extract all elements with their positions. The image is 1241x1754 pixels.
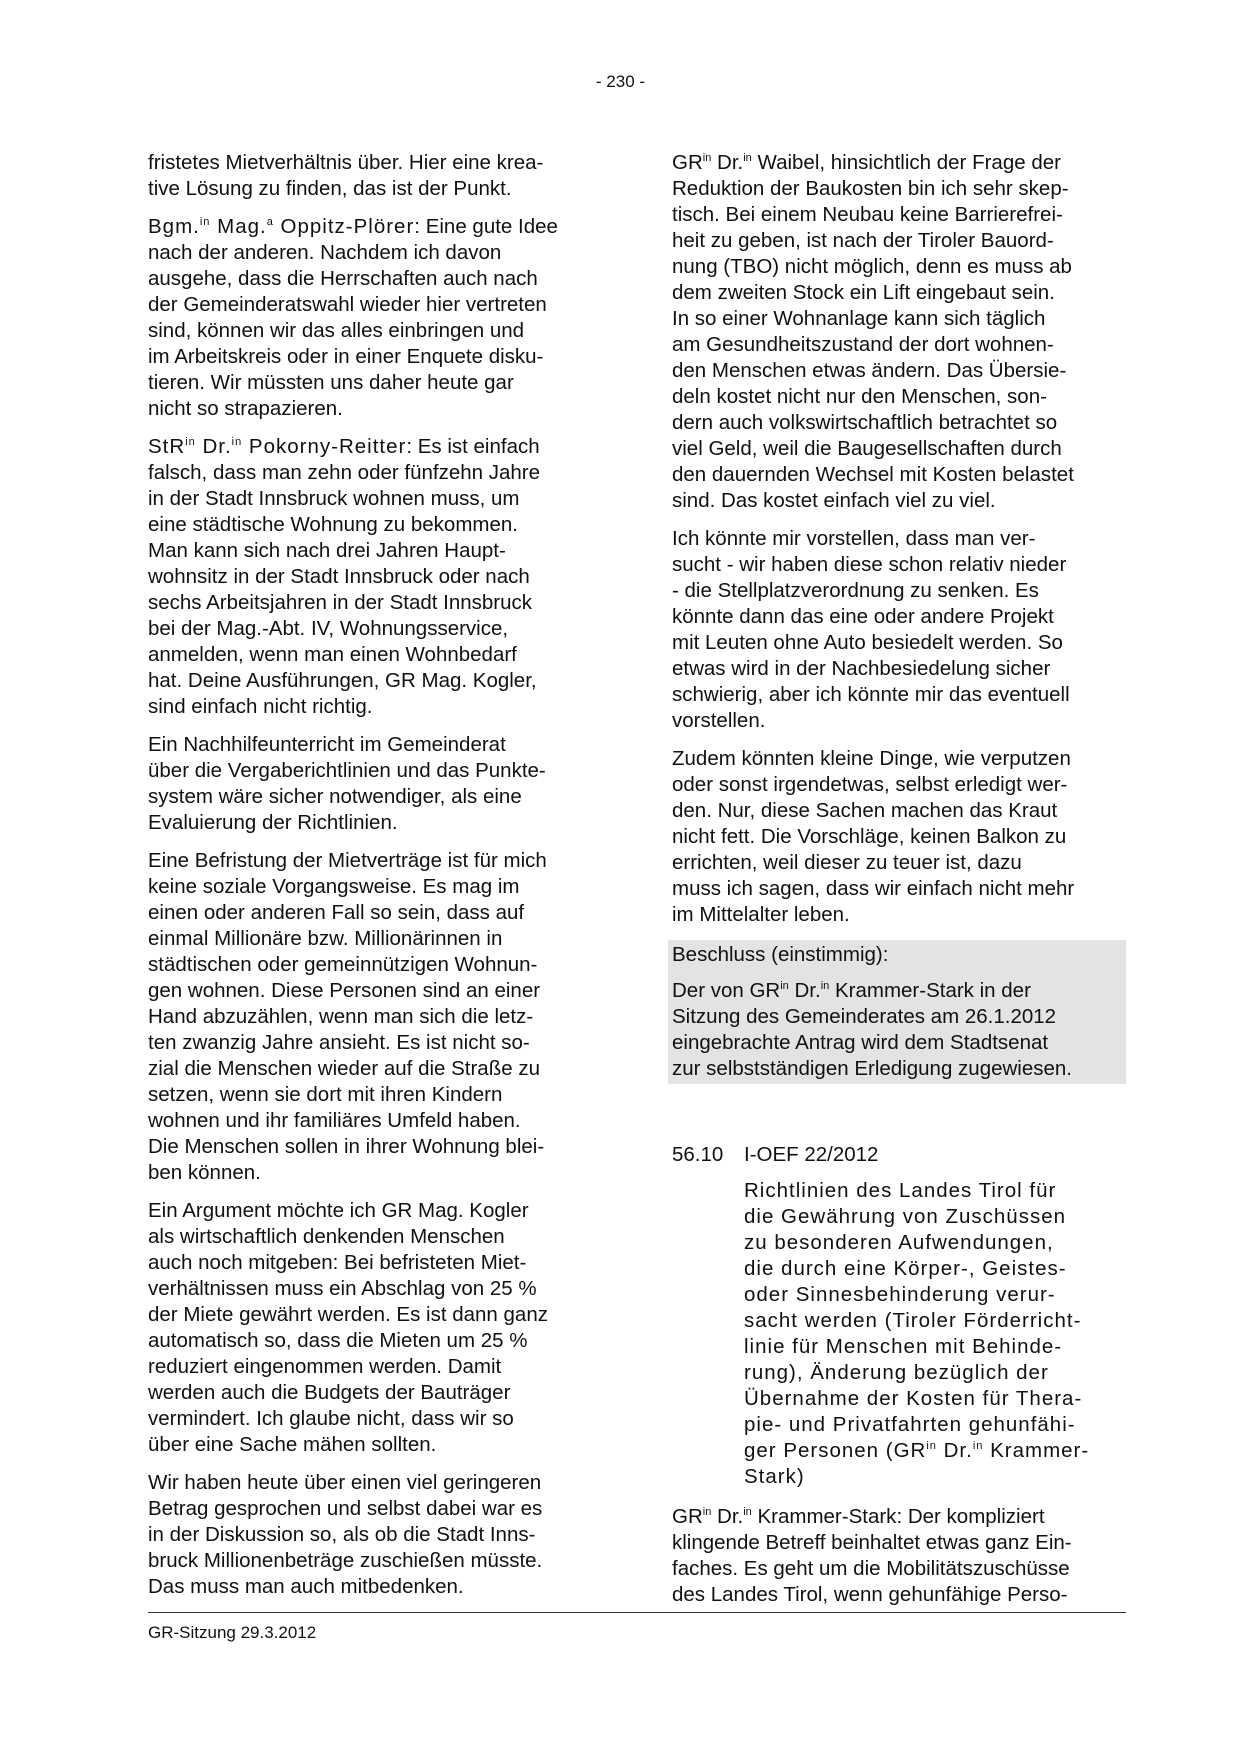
text-line: zu besonderen Aufwendungen,	[744, 1231, 1054, 1254]
text-line: - die Stellplatzverordnung zu senken. Es	[672, 579, 1039, 602]
speaker-name: Bgm.$^{in}$ Mag.$^a$ Oppitz-Plörer	[148, 215, 415, 238]
text-line: tive Lösung zu finden, das ist der Punkt.	[148, 177, 512, 200]
text-line: der Miete gewährt werden. Es ist dann ganz	[148, 1303, 548, 1326]
speaker-paragraph	[148, 434, 602, 720]
text-line: nung (TBO) nicht möglich, denn es muss ab	[672, 255, 1072, 278]
text-line: In so einer Wohnanlage kann sich täglich	[672, 307, 1046, 330]
text-line: nach der anderen. Nachdem ich davon	[148, 241, 502, 264]
text-line: sechs Arbeitsjahren in der Stadt Innsbruck	[148, 591, 533, 614]
text-line: $GR^{in}$ Dr.$^{in}$ Waibel, hinsichtlich der Frage der	[672, 151, 1061, 174]
text-line: im Arbeitskreis oder in einer Enquete disku-	[148, 345, 544, 368]
paragraph	[672, 526, 1126, 734]
text-line: in der Diskussion so, als ob die Stadt Inns-	[148, 1523, 536, 1546]
text-line: eine städtische Wohnung zu bekommen.	[148, 513, 518, 536]
speaker-paragraph	[148, 214, 602, 422]
text-line: Eine Befristung der Mietverträge ist für mich	[148, 849, 547, 872]
text-line: falsch, dass man zehn oder fünfzehn Jahre	[148, 461, 541, 484]
text-line: am Gesundheitszustand der dort wohnen-	[672, 333, 1054, 356]
text-line: keine soziale Vorgangsweise. Es mag im	[148, 875, 520, 898]
text-line: einen oder anderen Fall so sein, dass auf	[148, 901, 525, 924]
text-line: wohnsitz in der Stadt Innsbruck oder nach	[148, 565, 530, 588]
text-line: Das muss man auch mitbedenken.	[148, 1575, 464, 1598]
paragraph	[148, 1470, 602, 1600]
agenda-heading	[672, 1142, 1126, 1168]
text-line: vermindert. Ich glaube nicht, dass wir so	[148, 1407, 514, 1430]
text-line: Sitzung des Gemeinderates am 26.1.2012	[672, 1005, 1057, 1028]
speaker-paragraph	[672, 150, 1126, 514]
text-line: Ich könnte mir vorstellen, dass man ver-	[672, 527, 1036, 550]
text-line: zur selbstständigen Erledigung zugewiesen.	[672, 1057, 1073, 1080]
resolution-text	[672, 978, 1122, 1082]
paragraph	[148, 848, 602, 1186]
text-line: über die Vergaberichtlinien und das Punkte-	[148, 759, 546, 782]
text-line: im Mittelalter leben.	[672, 903, 850, 926]
agenda-item	[672, 1142, 1126, 1490]
text-line: den dauernden Wechsel mit Kosten belastet	[672, 463, 1074, 486]
text-line: etwas wird in der Nachbesiedelung sicher	[672, 657, 1051, 680]
text-line: sind. Das kostet einfach viel zu viel.	[672, 489, 996, 512]
text-line: klingende Betreff beinhaltet etwas ganz Ein-	[672, 1531, 1072, 1554]
page-number: - 230 -	[595, 72, 646, 91]
text-line: muss ich sagen, dass wir einfach nicht mehr	[672, 877, 1075, 900]
text-line: automatisch so, dass die Mieten um 25 %	[148, 1329, 528, 1352]
text-line: nicht fett. Die Vorschläge, keinen Balkon zu	[672, 825, 1067, 848]
text-line: fristetes Mietverhältnis über. Hier eine krea-	[148, 151, 544, 174]
text-line: pie- und Privatfahrten gehunfähi-	[744, 1413, 1076, 1436]
text-line: mit Leuten ohne Auto besiedelt werden. So	[672, 631, 1063, 654]
agenda-number: 56.10	[672, 1143, 724, 1166]
text-line: die durch eine Körper-, Geistes-	[744, 1257, 1067, 1280]
text-line: dern auch volkswirtschaftlich betrachtet so	[672, 411, 1058, 434]
text-line: werden auch die Budgets der Bauträger	[148, 1381, 511, 1404]
text-line: sind, können wir das alles einbringen und	[148, 319, 525, 342]
text-line: sucht - wir haben diese schon relativ nieder	[672, 553, 1067, 576]
text-line: bei der Mag.-Abt. IV, Wohnungsservice,	[148, 617, 509, 640]
text-line: gen wohnen. Diese Personen sind an einer	[148, 979, 541, 1002]
text-line: Reduktion der Baukosten bin ich sehr skep-	[672, 177, 1069, 200]
text-line: schwierig, aber ich könnte mir das eventuell	[672, 683, 1070, 706]
text-line: Evaluierung der Richtlinien.	[148, 811, 398, 834]
speaker-paragraph	[672, 1504, 1126, 1608]
text-line: über eine Sache mähen sollten.	[148, 1433, 437, 1456]
text-line: Zudem könnten kleine Dinge, wie verputzen	[672, 747, 1071, 770]
text-line: tisch. Bei einem Neubau keine Barrierefrei-	[672, 203, 1063, 226]
text-line: $GR^{in}$ Dr.$^{in}$ Krammer-Stark: Der kompliziert	[672, 1505, 1045, 1528]
text-line: sind einfach nicht richtig.	[148, 695, 373, 718]
text-line: zial die Menschen wieder auf die Straße zu	[148, 1057, 540, 1080]
text-line: vorstellen.	[672, 709, 766, 732]
text-line: städtischen oder gemeinnützigen Wohnun-	[148, 953, 538, 976]
text-line: Ein Argument möchte ich GR Mag. Kogler	[148, 1199, 529, 1222]
text-line: verhältnissen muss ein Abschlag von 25 %	[148, 1277, 537, 1300]
text-line: Die Menschen sollen in ihrer Wohnung blei-	[148, 1135, 545, 1158]
text-line: ben können.	[148, 1161, 261, 1184]
text-line: rung), Änderung bezüglich der	[744, 1361, 1049, 1384]
agenda-reference: I-OEF 22/2012	[744, 1143, 879, 1166]
text-line: deln kostet nicht nur den Menschen, son-	[672, 385, 1047, 408]
text-line: des Landes Tirol, wenn gehunfähige Perso-	[672, 1583, 1068, 1606]
right-column	[672, 150, 1126, 1620]
footer-text: GR-Sitzung 29.3.2012	[148, 1623, 317, 1642]
left-column	[148, 150, 602, 1612]
text-line: viel Geld, weil die Baugesellschaften durch	[672, 437, 1062, 460]
text-line: ausgehe, dass die Herrschaften auch nach	[148, 267, 538, 290]
resolution-box	[668, 940, 1126, 1084]
text-line: Man kann sich nach drei Jahren Haupt-	[148, 539, 506, 562]
text-line: anmelden, wenn man einen Wohnbedarf	[148, 643, 517, 666]
text-line: reduziert eingenommen werden. Damit	[148, 1355, 502, 1378]
text-line: als wirtschaftlich denkenden Menschen	[148, 1225, 505, 1248]
text-line: oder Sinnesbehinderung verur-	[744, 1283, 1056, 1306]
text-line: die Gewährung von Zuschüssen	[744, 1205, 1067, 1228]
text-line: oder sonst irgendetwas, selbst erledigt wer-	[672, 773, 1068, 796]
paragraph	[148, 1198, 602, 1458]
text-line: errichten, weil dieser zu teuer ist, dazu	[672, 851, 1022, 874]
text-line: auch noch mitgeben: Bei befristeten Miet-	[148, 1251, 527, 1274]
agenda-subject	[744, 1178, 1126, 1490]
text-line: den. Nur, diese Sachen machen das Kraut	[672, 799, 1058, 822]
text-line: in der Stadt Innsbruck wohnen muss, um	[148, 487, 520, 510]
text-line: Wir haben heute über einen viel geringeren	[148, 1471, 542, 1494]
text-line: Der von $GR^{in}$ Dr.$^{in}$ Krammer-Stark in der	[672, 979, 1031, 1002]
paragraph	[672, 746, 1126, 928]
text-line: setzen, wenn sie dort mit ihren Kindern	[148, 1083, 503, 1106]
text-line: tieren. Wir müssten uns daher heute gar	[148, 371, 514, 394]
text-line: Betrag gesprochen und selbst dabei war es	[148, 1497, 543, 1520]
paragraph	[148, 150, 602, 202]
text-line: ten zwanzig Jahre ansieht. Es ist nicht so-	[148, 1031, 530, 1054]
text-line: faches. Es geht um die Mobilitätszuschüsse	[672, 1557, 1070, 1580]
text-line: nicht so strapazieren.	[148, 397, 343, 420]
text-line: linie für Menschen mit Behinde-	[744, 1335, 1063, 1358]
text-line: system wäre sicher notwendiger, als eine	[148, 785, 522, 808]
text-line: könnte dann das eine oder andere Projekt	[672, 605, 1054, 628]
text-line: Ein Nachhilfeunterricht im Gemeinderat	[148, 733, 506, 756]
text-line: der Gemeinderatswahl wieder hier vertreten	[148, 293, 547, 316]
text-line: StR$^{in}$ Dr.$^{in}$ Pokorny-Reitter: Es ist einfach	[148, 435, 540, 458]
text-line: Stark)	[744, 1465, 805, 1488]
resolution-title: Beschluss (einstimmig):	[672, 943, 889, 966]
text-line: einmal Millionäre bzw. Millionärinnen in	[148, 927, 503, 950]
footer-divider	[148, 1612, 1126, 1613]
text-line: bruck Millionenbeträge zuschießen müsste.	[148, 1549, 543, 1572]
text-line: eingebrachte Antrag wird dem Stadtsenat	[672, 1031, 1049, 1054]
speaker-name: $GR^{in}$ Dr.$^{in}$ Krammer-Stark	[672, 1505, 897, 1528]
paragraph	[148, 732, 602, 836]
text-line: Bgm.$^{in}$ Mag.$^a$ Oppitz-Plörer: Eine gute Idee	[148, 215, 558, 238]
text-line: wohnen und ihr familiäres Umfeld haben.	[148, 1109, 521, 1132]
text-line: heit zu geben, ist nach der Tiroler Bauord-	[672, 229, 1054, 252]
text-line: hat. Deine Ausführungen, GR Mag. Kogler,	[148, 669, 537, 692]
text-line: Hand abzuzählen, wenn man sich die letz-	[148, 1005, 534, 1028]
text-line: sacht werden (Tiroler Förderricht-	[744, 1309, 1082, 1332]
speaker-name: StR$^{in}$ Dr.$^{in}$ Pokorny-Reitter	[148, 435, 407, 458]
text-line: den Menschen etwas ändern. Das Übersie-	[672, 359, 1067, 382]
speaker-name: $GR^{in}$ Dr.$^{in}$ Waibel	[672, 151, 820, 174]
text-line: Richtlinien des Landes Tirol für	[744, 1179, 1057, 1202]
text-line: dem zweiten Stock ein Lift eingebaut sein.	[672, 281, 1055, 304]
text-line: ger Personen ($GR^{in}$ Dr.$^{in}$ Krammer-	[744, 1439, 1090, 1462]
text-line: Übernahme der Kosten für Thera-	[744, 1387, 1083, 1410]
